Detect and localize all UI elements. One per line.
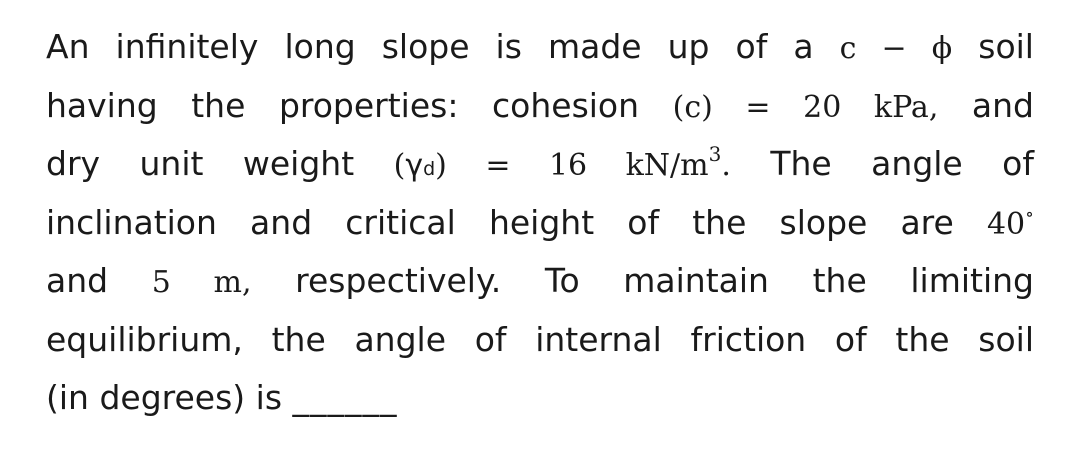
question-line-4 [46,194,1034,253]
question-text [46,18,1034,428]
cohesion-math: (c) = 20 kPa, [672,89,939,125]
unit-weight-open: ( [393,148,406,183]
gamma-subscript: d [423,158,436,180]
gamma-symbol: γ [405,148,424,183]
question-line-5 [46,252,1034,311]
line-2-text: having the properties: cohesion [46,85,640,125]
line-3-tail: The angle of [770,144,1034,183]
line-3-text: dry unit weight [46,144,355,183]
question-line-1 [46,18,1034,77]
line-1-text: An infinitely long slope is made up of a [46,27,814,66]
degree-symbol: ∘ [1025,203,1034,225]
cubic-superscript: 3 [708,142,722,166]
question-line-7 [46,369,1034,428]
angle-value: 40 [986,206,1026,242]
unit-weight-close: . [721,148,731,183]
line-4-text: inclination and critical height of the slope are [46,202,954,242]
line-7-text: (in degrees) is [46,378,283,417]
line-5-text: and [46,261,109,300]
angle-math [986,203,1034,242]
line-6-text: equilibrium, the angle of internal friction of the soil [46,319,1034,359]
unit-weight-value: ) = 16 kN/m [435,148,709,183]
line-2-tail: and [971,85,1035,125]
line-1-tail: soil [978,27,1034,66]
soil-type-math: c − ϕ [839,31,953,66]
question-line-3 [46,135,1034,194]
unit-weight-math [393,142,731,183]
height-math: 5 m, [151,265,252,300]
answer-blank: ______ [292,378,398,417]
line-5-tail: respectively. To maintain the limiting [295,261,1035,300]
question-line-6 [46,311,1034,370]
question-line-2 [46,77,1034,136]
